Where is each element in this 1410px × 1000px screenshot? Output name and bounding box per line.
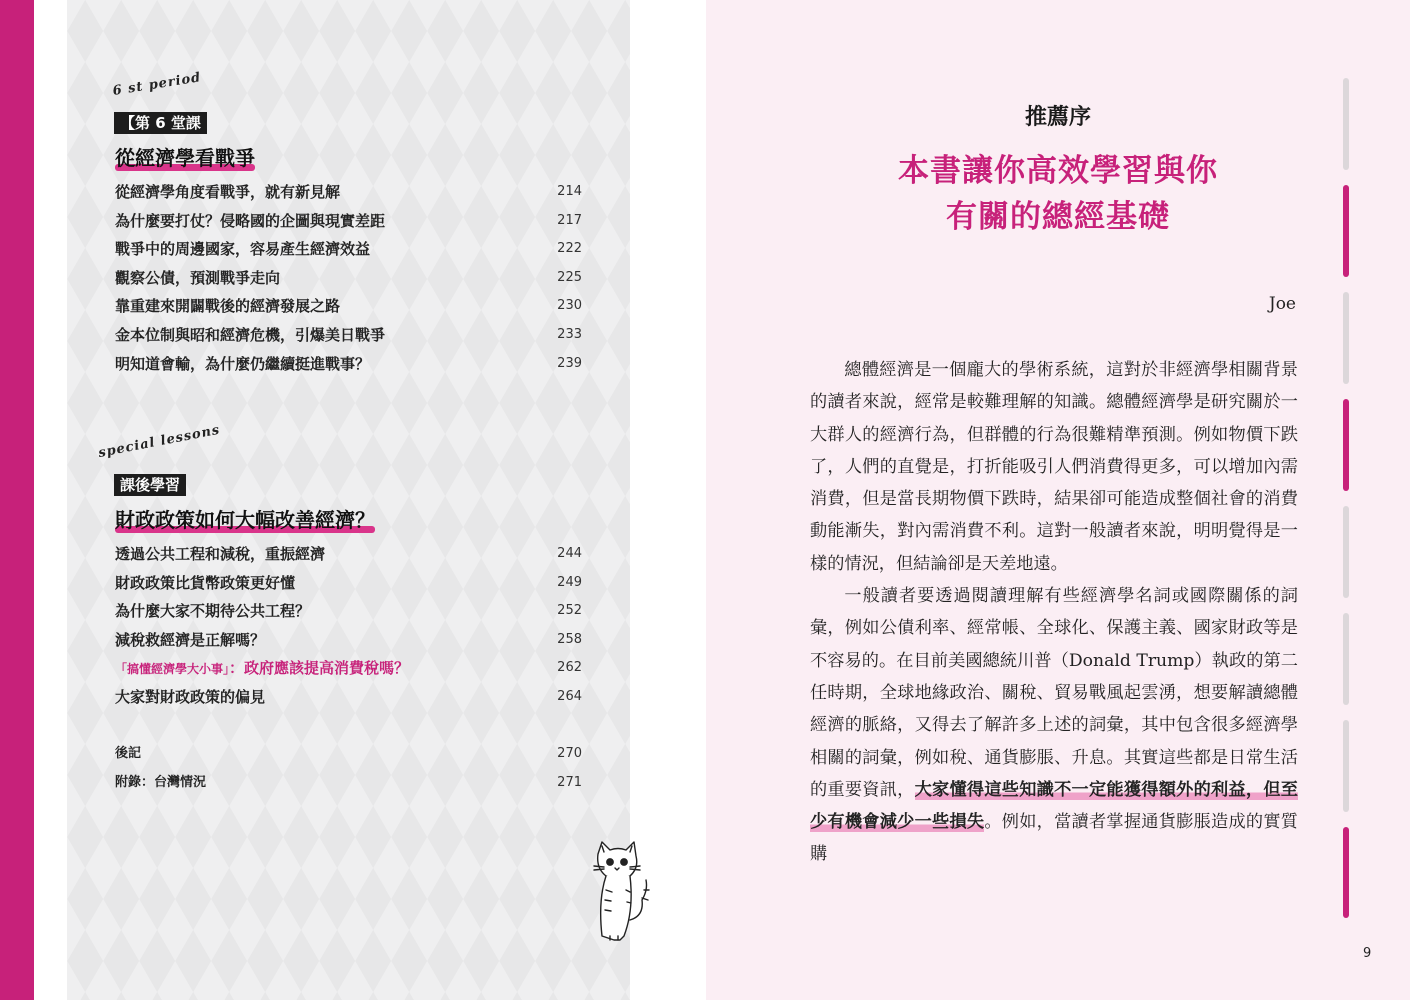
toc-entry[interactable]: [115, 573, 582, 602]
left-edge-color-bar: [0, 0, 34, 1000]
preface-title: [706, 148, 1410, 240]
toc-entry-title: 金本位制與昭和經濟危機，引爆美日戰爭: [115, 325, 386, 344]
paragraph: 總體經濟是一個龐大的學術系統，這對於非經濟學相關背景的讀者來說，經常是較難理解的知識。總體經濟學是研究關於一大群人的經濟行為，但群體的行為很難精準預測。例如物價下跌了，人們的直覺是，打折能吸引人們消費得更多，可以增加內需消費，但是當長期物價下跌時，結果卻可能造成整個社會的消費動能漸失，對內需消費不利。這對一般讀者來說，明明覺得是一樣的情況，但結論卻是天差地遠。: [810, 360, 1298, 574]
toc-entry-title: 減稅救經濟是正解嗎？: [115, 630, 266, 649]
toc-entry[interactable]: [115, 773, 582, 802]
toc-entry[interactable]: [115, 239, 582, 268]
toc-entry-title: 附錄：台灣情況: [115, 774, 207, 790]
period6-title: [115, 142, 255, 171]
toc-entry-title: 透過公共工程和減稅，重振經濟: [115, 545, 326, 563]
special-title-text: 財政政策如何大幅改善經濟？: [115, 508, 375, 532]
toc-entry[interactable]: [115, 544, 582, 573]
special-tag: 課後學習: [114, 474, 186, 496]
toc-entry-prefix: 「搞懂經濟學大小事」: [115, 662, 230, 677]
emphasized-text: 大家懂得這些知識不一定能獲得額外的利益，但至少有機會減少一些損失: [810, 779, 1298, 833]
special-script-label: special lessons: [97, 422, 222, 461]
toc-entry-title: 從經濟學角度看戰爭，就有新見解: [115, 183, 341, 201]
left-margin: [34, 0, 67, 1000]
toc-entry[interactable]: [115, 354, 582, 383]
thumb-tab: [1343, 720, 1349, 812]
toc-entry-page: 244: [557, 546, 582, 561]
thumb-tab-active: [1343, 185, 1349, 277]
toc-entry-title: [115, 659, 409, 677]
cat-illustration: [590, 840, 654, 946]
thumb-tab: [1343, 613, 1349, 705]
special-toc: [115, 544, 582, 716]
period6-script-label: 6 st period: [111, 70, 203, 99]
period6-toc: [115, 182, 582, 382]
toc-entry-page: 217: [557, 212, 582, 228]
toc-entry-page: 264: [557, 688, 582, 704]
toc-entry[interactable]: [115, 601, 582, 630]
paragraph-text: 。例如，當讀者掌握通貨膨脹造成的實質購: [810, 812, 1298, 865]
preface-label: 推薦序: [1024, 105, 1091, 130]
toc-entry-title: 觀察公債，預測戰爭走向: [115, 268, 281, 287]
toc-entry-page: 222: [557, 241, 582, 257]
thumb-tab: [1343, 506, 1349, 598]
preface-body: [810, 354, 1298, 871]
toc-entry[interactable]: [115, 325, 582, 354]
toc-entry[interactable]: [115, 744, 582, 773]
special-title: [115, 504, 375, 533]
toc-entry-page: 225: [557, 269, 582, 285]
toc-entry-title: 為什麼要打仗？侵略國的企圖與現實差距: [115, 211, 386, 230]
toc-entry[interactable]: [115, 658, 582, 687]
toc-entry-page: 214: [557, 184, 582, 199]
toc-entry-page: 249: [557, 574, 582, 590]
paragraph-text: 一般讀者要透過閱讀理解有些經濟學名詞或國際關係的詞彙，例如公債利率、經常帳、全球化、保護主義、國家財政等是不容易的。在目前美國總統川普（Donald Trump）執政的第二任時期，全球地緣政治、關稅、貿易戰風起雲湧，想要解讀總體經濟的脈絡，又得去了解許多上述的詞彙，其中包含很多經濟學相關的詞彙，例如稅、通貨膨脹、升息。其實這些都是日常生活的重要資訊，: [810, 586, 1298, 800]
side-thumb-tabs: [1343, 78, 1349, 918]
period6-tag: 【第 6 堂課: [114, 112, 207, 134]
toc-entry-page: 239: [557, 355, 582, 371]
toc-entry-title: 為什麼大家不期待公共工程？: [115, 602, 311, 621]
thumb-tab: [1343, 292, 1349, 384]
toc-entry-page: 252: [557, 603, 582, 619]
toc-entry[interactable]: [115, 630, 582, 659]
toc-entry-title: 明知道會輸，為什麼仍繼續挺進戰事？: [115, 354, 371, 373]
toc-entry-page: 258: [557, 631, 582, 647]
preface-title-line2: 有關的總經基礎: [946, 199, 1170, 235]
page-number: 9: [1363, 946, 1372, 961]
toc-entry-title: 財政政策比貨幣政策更好懂: [115, 573, 296, 592]
author-name: Joe: [1268, 294, 1296, 314]
toc-entry-page: 271: [557, 774, 582, 790]
period6-title-text: 從經濟學看戰爭: [115, 146, 255, 170]
toc-entry[interactable]: [115, 268, 582, 297]
toc-entry-page: 270: [557, 746, 582, 761]
thumb-tab: [1343, 78, 1349, 170]
toc-entry-page: 230: [557, 298, 582, 314]
toc-entry[interactable]: [115, 687, 582, 716]
toc-entry-title: 後記: [115, 746, 142, 761]
toc-entry-page: 233: [557, 326, 582, 342]
toc-entry-title: 靠重建來開闢戰後的經濟發展之路: [115, 297, 341, 316]
thumb-tab-active: [1343, 827, 1349, 918]
toc-entry-title: 大家對財政政策的偏見: [115, 687, 266, 706]
toc-entry[interactable]: [115, 211, 582, 240]
thumb-tab-active: [1343, 399, 1349, 491]
back-matter-toc: [115, 744, 582, 801]
toc-entry[interactable]: [115, 296, 582, 325]
toc-entry-page: 262: [557, 660, 582, 676]
toc-entry-title: 戰爭中的周邊國家，容易產生經濟效益: [115, 240, 371, 259]
toc-entry-title-text: ：政府應該提高消費稅嗎？: [229, 659, 410, 678]
toc-entry[interactable]: [115, 182, 582, 211]
preface-title-line1: 本書讓你高效學習與你: [898, 153, 1218, 189]
paragraph: [810, 580, 1298, 871]
